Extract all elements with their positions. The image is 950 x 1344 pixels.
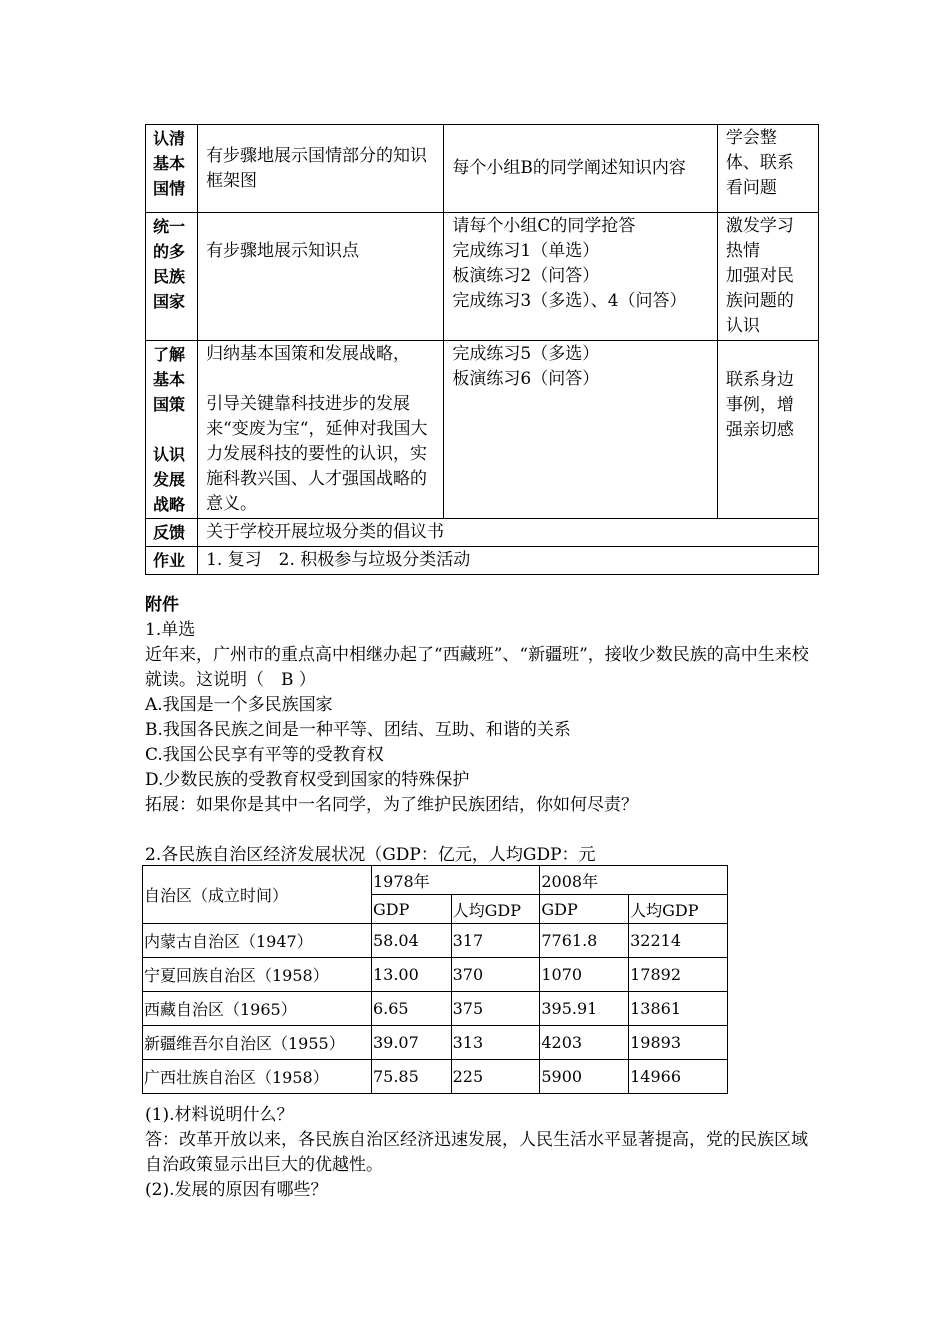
student-text: 请每个小组C的同学抢答	[452, 216, 636, 236]
region-cell: 广西壮族自治区（1958）	[143, 1060, 372, 1094]
region-header: 自治区（成立时间）	[143, 866, 372, 924]
student-text: 板演练习6（问答）	[452, 369, 600, 389]
design-intent	[717, 213, 818, 341]
table-row	[143, 924, 728, 958]
value-cell: 225	[451, 1060, 540, 1094]
lesson-row	[146, 213, 819, 341]
post-table-questions	[145, 1103, 815, 1203]
spacer	[153, 417, 193, 442]
student-text: 板演练习2（问答）	[452, 266, 600, 286]
student-text: 完成练习1（单选）	[452, 241, 600, 261]
question-2-part-2: (2).发展的原因有哪些？	[145, 1180, 328, 1200]
question-1-extension: 拓展：如果你是其中一名同学，为了维护民族团结，你如何尽责？	[145, 795, 638, 815]
student-text: 完成练习3（多选）、4（问答）	[452, 291, 687, 311]
value-cell: 58.04	[371, 924, 451, 958]
homework-row	[146, 547, 819, 575]
heading-line: 认清	[153, 129, 186, 148]
sub-header: GDP	[371, 895, 451, 924]
teacher-text: 引导关键靠科技进步的发展来“变废为宝“，延伸对我国大力发展科技的要性的认识，实施科教兴国、人才强国战略的意义。	[206, 394, 428, 514]
student-activity	[444, 341, 717, 519]
table-row	[143, 1026, 728, 1060]
region-cell: 西藏自治区（1965）	[143, 992, 372, 1026]
teacher-text: 归纳基本国策和发展战略，	[206, 344, 411, 364]
value-cell: 75.85	[371, 1060, 451, 1094]
spacer	[145, 818, 815, 843]
intent-text: 学会整体、联系看问题	[725, 128, 794, 198]
teacher-activity	[198, 213, 444, 341]
homework-text: 1. 复习 2. 积极参与垃圾分类活动	[198, 547, 819, 575]
intent-text: 加强对民族问题的认识	[725, 266, 794, 336]
value-cell: 13.00	[371, 958, 451, 992]
feedback-text: 关于学校开展垃圾分类的倡议书	[198, 519, 819, 547]
question-2-title: 2.各民族自治区经济发展状况（GDP：亿元，人均GDP：元	[145, 845, 596, 865]
student-activity	[444, 213, 717, 341]
heading-line: 的多	[153, 242, 186, 261]
value-cell: 395.91	[540, 992, 629, 1026]
heading-line: 民族	[153, 267, 186, 286]
value-cell: 375	[451, 992, 540, 1026]
row-heading	[146, 213, 198, 341]
year-1978-header: 1978年	[371, 866, 539, 895]
row-heading	[146, 125, 198, 213]
attachment-title: 附件	[145, 595, 179, 615]
intent-text: 联系身边事例，增强亲切感	[725, 370, 794, 440]
teacher-text: 有步骤地展示国情部分的知识框架图	[206, 145, 428, 191]
lesson-plan-table	[145, 124, 819, 575]
design-intent	[717, 125, 818, 213]
lesson-row	[146, 125, 819, 213]
heading-line: 基本	[153, 154, 186, 173]
student-activity	[444, 125, 717, 213]
attachment-section	[145, 593, 815, 868]
question-2-part-1: (1).材料说明什么？	[145, 1105, 294, 1125]
intent-text: 激发学习热情	[725, 216, 794, 261]
feedback-row	[146, 519, 819, 547]
row-heading: 反馈	[146, 519, 198, 547]
teacher-text: 有步骤地展示知识点	[206, 241, 360, 261]
teacher-activity	[198, 125, 444, 213]
lesson-row	[146, 341, 819, 519]
heading-line: 发展	[153, 470, 186, 489]
row-heading: 作业	[146, 547, 198, 575]
spacer	[206, 367, 435, 392]
heading-line: 了解	[153, 345, 186, 364]
sub-header: GDP	[540, 895, 629, 924]
value-cell: 4203	[540, 1026, 629, 1060]
heading-line: 国情	[153, 179, 186, 198]
region-cell: 宁夏回族自治区（1958）	[143, 958, 372, 992]
heading-line: 基本	[153, 370, 186, 389]
heading-line: 国家	[153, 292, 186, 311]
table-row	[143, 958, 728, 992]
value-cell: 7761.8	[540, 924, 629, 958]
heading-line: 战略	[153, 495, 186, 514]
value-cell: 317	[451, 924, 540, 958]
value-cell: 313	[451, 1026, 540, 1060]
option-d: D.少数民族的受教育权受到国家的特殊保护	[145, 770, 470, 790]
question-1-label: 1.单选	[145, 620, 196, 640]
gdp-table	[142, 865, 728, 1094]
heading-line: 国策	[153, 395, 186, 414]
value-cell: 14966	[629, 1060, 728, 1094]
region-cell: 内蒙古自治区（1947）	[143, 924, 372, 958]
value-cell: 5900	[540, 1060, 629, 1094]
value-cell: 13861	[629, 992, 728, 1026]
table-row	[143, 992, 728, 1026]
student-text: 完成练习5（多选）	[452, 344, 600, 364]
sub-header: 人均GDP	[629, 895, 728, 924]
value-cell: 39.07	[371, 1026, 451, 1060]
heading-line: 统一	[153, 217, 186, 236]
value-cell: 32214	[629, 924, 728, 958]
question-1-stem: 近年来，广州市的重点高中相继办起了“西藏班”、“新疆班”，接收少数民族的高中生来校就读。这说明（ B ）	[145, 645, 809, 690]
option-c: C.我国公民享有平等的受教育权	[145, 745, 384, 765]
student-text: 每个小组B的同学阐述知识内容	[452, 158, 686, 178]
sub-header: 人均GDP	[451, 895, 540, 924]
teacher-activity	[198, 341, 444, 519]
design-intent	[717, 341, 818, 519]
value-cell: 19893	[629, 1026, 728, 1060]
value-cell: 1070	[540, 958, 629, 992]
region-cell: 新疆维吾尔自治区（1955）	[143, 1026, 372, 1060]
value-cell: 17892	[629, 958, 728, 992]
heading-line: 认识	[153, 445, 186, 464]
option-a: A.我国是一个多民族国家	[145, 695, 333, 715]
value-cell: 6.65	[371, 992, 451, 1026]
year-2008-header: 2008年	[540, 866, 728, 895]
answer-2-part-1: 答：改革开放以来，各民族自治区经济迅速发展，人民生活水平显著提高，党的民族区域自治政策显示出巨大的优越性。	[145, 1130, 808, 1175]
row-heading	[146, 341, 198, 519]
value-cell: 370	[451, 958, 540, 992]
gdp-header-row	[143, 866, 728, 895]
option-b: B.我国各民族之间是一种平等、团结、互助、和谐的关系	[145, 720, 571, 740]
table-row	[143, 1060, 728, 1094]
